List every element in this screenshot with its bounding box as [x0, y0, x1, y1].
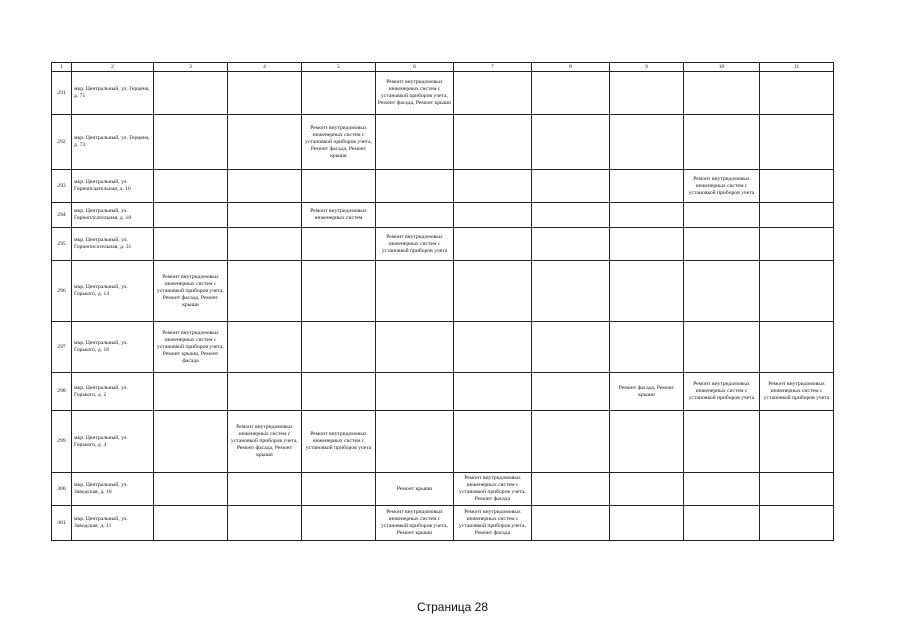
work-cell-col-7 [454, 373, 532, 411]
row-number: 296 [52, 261, 72, 322]
work-cell-col-5 [302, 261, 376, 322]
table-row [52, 261, 834, 322]
work-cell-col-9 [610, 261, 684, 322]
address-cell: мкр. Центральный, ул. Горнопсаательная, д. 16 [72, 170, 154, 203]
work-cell-col-5 [302, 506, 376, 541]
table-row [52, 506, 834, 541]
work-cell-col-10 [684, 322, 760, 373]
work-cell-col-9 [610, 473, 684, 506]
table-row [52, 473, 834, 506]
work-cell-col-5 [302, 373, 376, 411]
work-cell-col-11 [760, 170, 834, 203]
work-cell-col-3 [154, 203, 228, 228]
work-cell-col-6 [376, 261, 454, 322]
work-cell-col-10: Ремонт внутридомовых инженерных систем с установкой приборов учета [684, 373, 760, 411]
work-cell-col-6: Ремонт внутридомовых инженерных систем с установкой приборов учета, Ремонт фасада, Ремонт крыши [376, 72, 454, 115]
column-header-2: 2 [72, 63, 154, 72]
work-cell-col-9 [610, 170, 684, 203]
address-cell: мкр. Центральный, ул. Горького, д. 14 [72, 261, 154, 322]
work-cell-col-7 [454, 228, 532, 261]
work-cell-col-11 [760, 261, 834, 322]
work-cell-col-4: Ремонт внутридомовых инженерных систем с установкой приборов учета, Ремонт фасада, Ремонт крыши [228, 411, 302, 473]
work-cell-col-6 [376, 411, 454, 473]
work-cell-col-7 [454, 411, 532, 473]
address-cell: мкр. Центральный, ул. Горького, д. 4 [72, 411, 154, 473]
work-cell-col-7 [454, 115, 532, 170]
work-cell-col-10 [684, 115, 760, 170]
work-cell-col-10 [684, 506, 760, 541]
work-cell-col-10 [684, 473, 760, 506]
work-cell-col-8 [532, 115, 610, 170]
work-cell-col-8 [532, 322, 610, 373]
work-cell-col-4 [228, 506, 302, 541]
table-row [52, 228, 834, 261]
address-cell: мкр. Центральный, ул. Герцена, д. 73 [72, 115, 154, 170]
work-cell-col-11 [760, 72, 834, 115]
table-row [52, 411, 834, 473]
work-cell-col-3 [154, 170, 228, 203]
work-cell-col-8 [532, 411, 610, 473]
work-cell-col-9 [610, 411, 684, 473]
table-row [52, 115, 834, 170]
table-row [52, 322, 834, 373]
work-cell-col-7 [454, 170, 532, 203]
address-cell: мкр. Центральный, ул. Горноплсательная, д. 18 [72, 203, 154, 228]
address-cell: мкр. Центральный, ул. Заводская, д. 11 [72, 506, 154, 541]
work-cell-col-11 [760, 411, 834, 473]
work-cell-col-3 [154, 115, 228, 170]
work-cell-col-9: Ремонт фасада, Ремонт крыши [610, 373, 684, 411]
work-cell-col-6 [376, 203, 454, 228]
work-cell-col-10 [684, 411, 760, 473]
work-cell-col-6 [376, 115, 454, 170]
column-header-1: 1 [52, 63, 72, 72]
table-row [52, 72, 834, 115]
row-number: 293 [52, 170, 72, 203]
work-cell-col-3 [154, 473, 228, 506]
work-cell-col-7 [454, 322, 532, 373]
work-cell-col-8 [532, 373, 610, 411]
column-header-9: 9 [610, 63, 684, 72]
row-number: 298 [52, 373, 72, 411]
work-cell-col-3 [154, 72, 228, 115]
work-cell-col-4 [228, 203, 302, 228]
work-cell-col-6 [376, 373, 454, 411]
work-cell-col-11 [760, 228, 834, 261]
work-cell-col-9 [610, 506, 684, 541]
work-cell-col-5 [302, 170, 376, 203]
work-cell-col-7: Ремонт внутридомовых инженерных систем с установкой приборов учета, Ремонт фасада [454, 506, 532, 541]
work-cell-col-11 [760, 203, 834, 228]
table-body [52, 63, 834, 541]
work-cell-col-10 [684, 228, 760, 261]
work-cell-col-9 [610, 228, 684, 261]
column-header-8: 8 [532, 63, 610, 72]
work-cell-col-5: Ремонт внутридомовых инженерных систем [302, 203, 376, 228]
work-cell-col-3 [154, 228, 228, 261]
column-header-6: 6 [376, 63, 454, 72]
work-cell-col-5 [302, 473, 376, 506]
work-cell-col-4 [228, 473, 302, 506]
work-cell-col-5 [302, 228, 376, 261]
work-cell-col-4 [228, 261, 302, 322]
work-cell-col-8 [532, 506, 610, 541]
work-cell-col-7 [454, 203, 532, 228]
work-cell-col-6: Ремонт крыши [376, 473, 454, 506]
work-cell-col-11: Ремонт внутридомовых инженерных систем с установкой приборов учета [760, 373, 834, 411]
work-cell-col-4 [228, 322, 302, 373]
column-number-header-row [52, 63, 834, 72]
work-cell-col-7 [454, 261, 532, 322]
row-number: 294 [52, 203, 72, 228]
column-header-10: 10 [684, 63, 760, 72]
row-number: 299 [52, 411, 72, 473]
work-cell-col-5: Ремонт внутридомовых инженерных систем с установкой приборов учета, Ремонт фасада, Ремонт крыши [302, 115, 376, 170]
work-cell-col-5: Ремонт внутридомовых инженерных систем с установкой приборов учета [302, 411, 376, 473]
row-number: 291 [52, 72, 72, 115]
work-cell-col-8 [532, 72, 610, 115]
work-cell-col-7: Ремонт внутридомовых инженерных систем с установкой приборов учета, Ремонт фасада [454, 473, 532, 506]
work-cell-col-4 [228, 170, 302, 203]
address-cell: мкр. Центральный, ул. Заводская, д. 10 [72, 473, 154, 506]
column-header-3: 3 [154, 63, 228, 72]
work-cell-col-11 [760, 506, 834, 541]
work-cell-col-10 [684, 72, 760, 115]
work-cell-col-8 [532, 203, 610, 228]
work-cell-col-11 [760, 115, 834, 170]
work-cell-col-8 [532, 170, 610, 203]
work-cell-col-6 [376, 170, 454, 203]
work-cell-col-10 [684, 203, 760, 228]
work-cell-col-4 [228, 72, 302, 115]
work-cell-col-6: Ремонт внутридомовых инженерных систем с установкой приборов учета [376, 228, 454, 261]
row-number: 292 [52, 115, 72, 170]
work-cell-col-9 [610, 322, 684, 373]
work-cell-col-9 [610, 72, 684, 115]
row-number: 300 [52, 473, 72, 506]
column-header-7: 7 [454, 63, 532, 72]
work-cell-col-11 [760, 322, 834, 373]
work-cell-col-10: Ремонт внутридомовых инженерных систем с установкой приборов учета [684, 170, 760, 203]
row-number: 295 [52, 228, 72, 261]
work-cell-col-4 [228, 228, 302, 261]
work-cell-col-11 [760, 473, 834, 506]
address-cell: мкр. Центральный, ул. Горького, д. 18 [72, 322, 154, 373]
table-row [52, 203, 834, 228]
work-cell-col-9 [610, 203, 684, 228]
work-cell-col-10 [684, 261, 760, 322]
work-cell-col-6 [376, 322, 454, 373]
table-row [52, 170, 834, 203]
work-cell-col-9 [610, 115, 684, 170]
work-cell-col-3: Ремонт внутридомовых инженерных систем с установкой приборов учета, Ремонт крыши, Ремонт фасада [154, 322, 228, 373]
page-number-label: Страница 28 [416, 600, 489, 614]
work-cell-col-4 [228, 115, 302, 170]
work-cell-col-5 [302, 72, 376, 115]
work-cell-col-3: Ремонт внутридомовых инженерных систем с установкой приборов учета, Ремонт фасада, Ремонт крыши [154, 261, 228, 322]
work-cell-col-3 [154, 373, 228, 411]
column-header-5: 5 [302, 63, 376, 72]
row-number: 301 [52, 506, 72, 541]
address-cell: мкр. Центральный, ул. Горнописательная, д. 31 [72, 228, 154, 261]
work-cell-col-5 [302, 322, 376, 373]
column-header-4: 4 [228, 63, 302, 72]
address-cell: мкр. Центральный, ул. Горького, д. 2 [72, 373, 154, 411]
work-cell-col-8 [532, 228, 610, 261]
work-cell-col-3 [154, 506, 228, 541]
work-cell-col-8 [532, 261, 610, 322]
table-row [52, 373, 834, 411]
work-cell-col-4 [228, 373, 302, 411]
work-cell-col-6: Ремонт внутридомовых инженерных систем с установкой приборов учета, Ремонт крыши [376, 506, 454, 541]
work-cell-col-7 [454, 72, 532, 115]
row-number: 297 [52, 322, 72, 373]
column-header-11: 11 [760, 63, 834, 72]
address-cell: мкр. Центральный, ул. Герцена, д. 71 [72, 72, 154, 115]
repair-schedule-table [51, 62, 834, 541]
work-cell-col-8 [532, 473, 610, 506]
work-cell-col-3 [154, 411, 228, 473]
